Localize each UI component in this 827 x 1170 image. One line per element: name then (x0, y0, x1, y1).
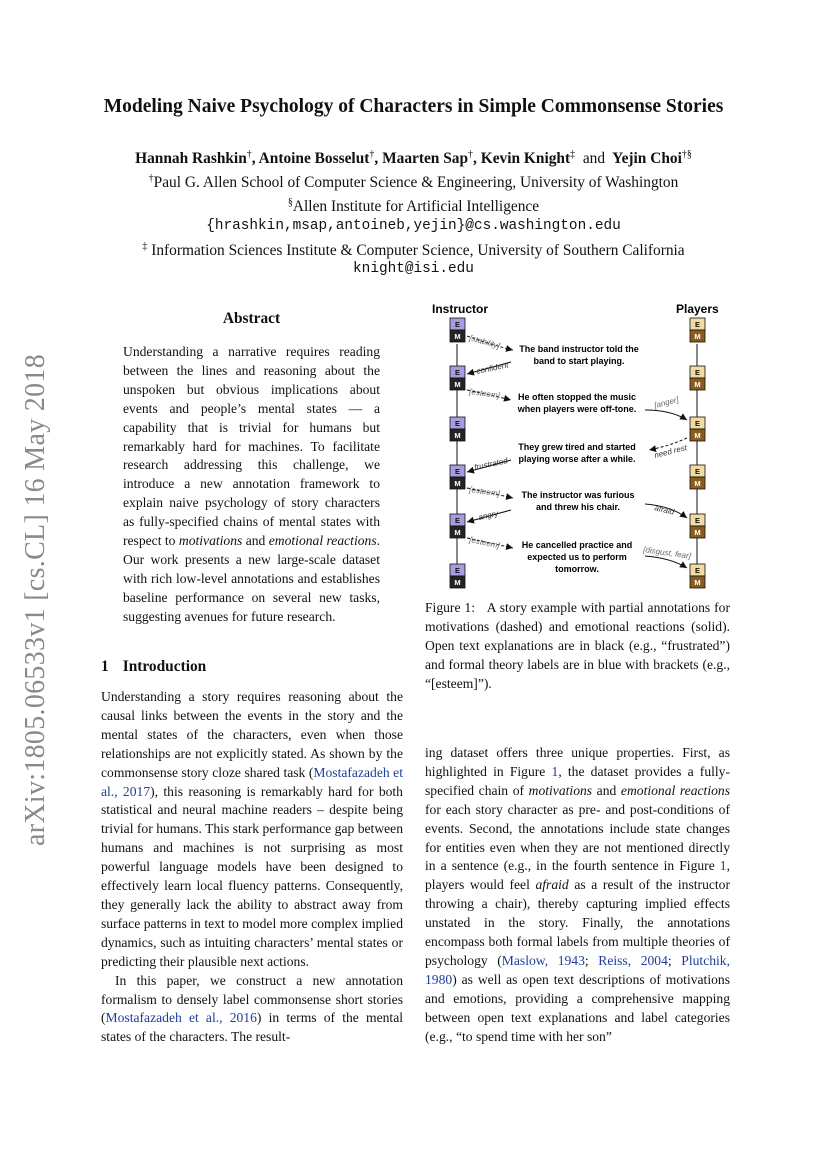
sentence-5: expected us to perform (527, 552, 627, 562)
author-names: Hannah Rashkin†, Antoine Bosselut†, Maarten Sap†, Kevin Knight‡ and Yejin Choi†§ (135, 149, 692, 168)
formal-label: [anger] (653, 395, 680, 410)
figure-ref-link[interactable]: 1 (551, 763, 559, 779)
instructor-e-state-box-label: E (454, 419, 461, 428)
formal-label: [disgust, fear] (642, 545, 692, 561)
open-text-label: afraid (653, 503, 676, 517)
instructor-e-state-box-label: E (454, 467, 461, 476)
story-sentences (517, 344, 639, 574)
citation-link[interactable]: Plutchik, 1980 (425, 952, 730, 987)
left-column-body (101, 688, 403, 1047)
author: Hannah Rashkin (135, 150, 247, 168)
instructor-m-state-box-label: M (454, 431, 461, 440)
instructor-e-state-box-label: E (454, 566, 461, 575)
citation-link[interactable]: Maslow, 1943 (501, 952, 585, 968)
affiliation-ai2: §Allen Institute for Artificial Intelligence (287, 196, 540, 215)
emails-uw: {hrashkin,msap,antoineb,yejin}@cs.washington.edu (206, 217, 621, 234)
formal-label: [esteem] (468, 485, 501, 499)
players-m-state-box-label: M (694, 431, 701, 440)
sentence-5: tomorrow. (555, 564, 599, 574)
instructor-m-state-box-label: M (454, 380, 461, 389)
instructor-m-state-box-label: M (454, 578, 461, 587)
players-header: Players (676, 302, 719, 316)
abstract-heading: Abstract (222, 310, 281, 327)
players-m-state-box-label: M (694, 479, 701, 488)
formal-label: [esteem] (468, 535, 501, 551)
players-e-state-box-label: E (694, 320, 701, 329)
instructor-header: Instructor (432, 302, 489, 316)
paper-title: Modeling Naive Psychology of Characters in Simple Commonsense Stories (103, 96, 724, 117)
instructor-e-state-box-label: E (454, 368, 461, 377)
arxiv-stamp: arXiv:1805.06533v1 [cs.CL] 16 May 2018 (20, 353, 51, 846)
author: Yejin Choi (612, 150, 682, 168)
figure-1-diagram (425, 298, 735, 594)
formal-label: [stability] (468, 333, 501, 351)
citation-link[interactable]: Mostafazadeh et al., 2017 (101, 764, 403, 799)
instructor-e-state-box-label: E (454, 516, 461, 525)
author: Maarten Sap (382, 150, 469, 168)
players-e-state-box-label: E (694, 368, 701, 377)
instructor-m-state-box-label: M (454, 528, 461, 537)
players-m-state-box-label: M (694, 578, 701, 587)
players-e-state-box-label: E (694, 467, 701, 476)
author-block (0, 145, 827, 280)
players-m-state-box-label: M (694, 332, 701, 341)
sentence-3: playing worse after a while. (518, 454, 636, 464)
email-isi: knight@isi.edu (353, 261, 474, 278)
abstract-text: Understanding a narrative requires reading between the lines and reasoning about the unspoken but obvious implications about events and people’s mental states — a capability that is trivial for humans but remarkably hard for machines. To facilitate research addressing this challenge, we introduce a new annotation framework to explain naive psychology of story characters as fully-specified chains of mental states with respect to motivations and emotional reactions. Our work presents a new large-scale dataset with rich low-level annotations and establishes baseline performance on several new tasks, suggesting avenues for future research. (123, 344, 381, 624)
instructor-m-state-box-label: M (454, 479, 461, 488)
sentence-3: They grew tired and started (518, 442, 636, 452)
citation-link[interactable]: Mostafazadeh et al., 2016 (105, 1010, 257, 1026)
paragraph: Understanding a story requires reasoning about the causal links between the events in the story and the mental states of the characters, even when those relationships are not explicitly stated. As shown by the commonsense story cloze shared task (Mostafazadeh et al., 2017), this reasoning is remarkably hard for both statistical and neural machine readers – despite being trivial for humans. This stark performance gap between humans and machines is not surprising as most powerful language models have been designed to effectively learn local fluency patterns. Consequently, they generally lack the ability to abstract away from surface patterns in text to model more complex implied dynamics, such as intuiting characters’ mental states or predicting their plausible next actions. (101, 689, 403, 969)
sentence-5: He cancelled practice and (521, 540, 633, 550)
paragraph: ing dataset offers three unique properties. First, as highlighted in Figure 1, the dataset provides a fully-specified chain of motivations and emotional reactions for each story character as pre- and post-conditions of events. Second, the annotations include state changes for entities even when they are not mentioned directly in a sentence (e.g., in the fourth sentence in Figure 1, players would feel afraid as a result of the instructor throwing a chair), thereby capturing implied effects unstated in the story. Finally, the annotations encompass both formal labels from multiple theories of psychology (Maslow, 1943; Reiss, 2004; Plutchik, 1980) as well as open text descriptions of motivations and emotions, providing a comprehensive mapping between open text explanations and label categories (e.g., “to spend time with her son” (425, 745, 730, 1044)
players-e-state-box-label: E (694, 419, 701, 428)
sentence-4: and threw his chair. (535, 502, 621, 512)
sentence-2: He often stopped the music (517, 392, 637, 402)
players-m-state-box-label: M (694, 528, 701, 537)
affiliation-isi: ‡ Information Sciences Institute & Computer Science, University of Southern California (142, 240, 685, 259)
reaction-arrow (645, 410, 687, 420)
formal-label: [esteem] (468, 387, 501, 401)
citation-link[interactable]: Reiss, 2004 (598, 952, 668, 968)
sentence-1: The band instructor told the (519, 344, 639, 354)
players-e-state-box-label: E (694, 566, 701, 575)
author: Kevin Knight (480, 150, 571, 168)
figure-ref-link[interactable]: 1 (719, 858, 727, 874)
open-text-label: angry (477, 508, 499, 522)
section-heading: 1 Introduction (101, 658, 207, 675)
sentence-4: The instructor was furious (521, 490, 635, 500)
figure-1-caption: Figure 1: A story example with partial annotations for motivations (dashed) and emotional reactions (solid). Open text explanations are in black (e.g., “frustrated”) and formal theory labels are in blue with brackets (e.g., “[esteem]”). (425, 600, 730, 691)
right-column-body (425, 744, 730, 1047)
open-text-label: need rest (653, 443, 688, 460)
players-e-state-box-label: E (694, 516, 701, 525)
affiliation-uw: †Paul G. Allen School of Computer Science & Engineering, University of Washington (148, 172, 679, 192)
players-m-state-box-label: M (694, 380, 701, 389)
open-text-label: frustrated (473, 456, 509, 472)
sentence-1: band to start playing. (533, 356, 625, 366)
instructor-e-state-box-label: E (454, 320, 461, 329)
open-text-label: confident (475, 360, 510, 376)
author: Antoine Bosselut (258, 150, 370, 168)
paragraph: In this paper, we construct a new annotation formalism to densely label commonsense short stories (Mostafazadeh et al., 2016) in terms of the mental states of the characters. The result- (101, 972, 403, 1045)
instructor-m-state-box-label: M (454, 332, 461, 341)
sentence-2: when players were off-tone. (517, 404, 637, 414)
